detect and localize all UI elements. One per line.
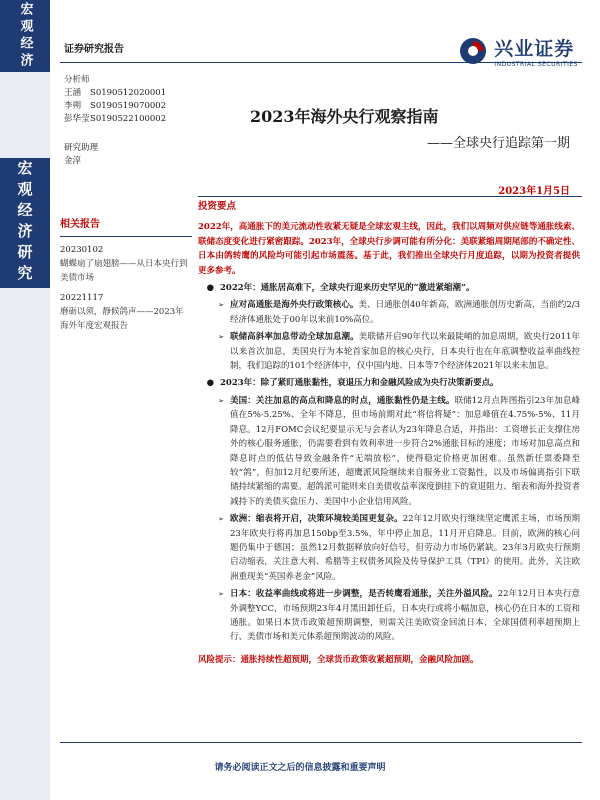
analyst-cert: S0190519070002 [90,101,167,111]
analyst-row [64,87,204,100]
related-report-link[interactable]: 磨砺以须，静候鸽声——2023年海外年度宏观报告 [60,307,184,331]
related-report-date: 20221117 [60,293,104,303]
analyst-name: 李朔 [64,101,82,111]
sub-point-body: 美联储开启90年代以来最陡峭的加息周期，欧央行2011年以来首次加息，美国央行为本轮首家加息的核心央行，日本央行也在年底调整收益率曲线控制，我们追踪的101个经济体中，仅中国内地、日本等7个经济体2021年以来未加息。 [230,332,580,372]
analyst-row [64,113,204,126]
research-type-label: 宏观经济研究 [15,160,34,286]
category-tag [0,0,50,72]
logo-chinese-name: 兴业证券 [494,38,575,60]
related-report-date: 20230102 [60,245,104,255]
analyst-name: 王涵 [64,88,82,98]
sub-point-body: 22年12月日本央行意外调整YCC，市场预期23年4月黑田卸任后，日本央行或将小幅加息，核心仍在日本的工资和通胀。如果日本货币政策超预期调整，则需关注美欧资金回流日本、全球国债利率超预期上行、美债市场和美元体系超预期波动的风险。 [230,589,580,643]
sub-point-body: 22年12月欧央行继续坚定鹰派主场，市场预期23年欧央行将再加息150bp至3.5%，年中停止加息，11月开启降息。目前，欧洲的核心问题仍集中于德国；虽然12月数据释放向好信号，但劳动力市场仍紧缺。23年3月欧央行预期启动缩表，关注意大利、希腊等主权债务风险及传导保护工具（TPI）的使用。此外，关注欧洲重现美“英国养老金”风险。 [230,514,580,582]
analyst-row [64,100,204,113]
left-side-band [0,0,50,800]
sub-point [198,587,580,645]
sub-point-lead: 美国：关注加息的高点和降息的时点，通胀黏性仍是主线。 [230,395,455,406]
publish-date: 2023年1月5日 [498,186,570,197]
analyst-label: 分析师 [64,75,90,85]
report-type-label: 证券研究报告 [64,44,124,55]
investment-highlights [198,200,580,667]
intro-paragraph: 2022年，高通胀下的美元流动性收紧无疑是全球宏观主线，因此，我们以周频对供应链等通胀线索、联储态度变化进行紧密跟踪。2023年，全球央行步调可能有所分化：美联紧缩周期尾部的不确定性、日本由鸽转鹰的风险均可能引起市场震荡。基于此，我们推出全球央行月度追踪，以期为投资者提供更多参考。 [198,222,580,276]
logo-english-name: INDUSTRIAL SECURITIES [494,61,578,68]
header-divider [60,62,582,63]
sub-point [198,298,580,327]
category-tag-label: 宏观经济 [17,2,33,70]
analyst-cert: S0190522100002 [90,114,167,124]
date-divider [198,196,582,197]
assistant-label: 研究助理 [64,143,99,153]
section-heading: 2023年：除了紧盯通胀黏性，衰退压力和金融风险成为央行决策新要点。 [220,378,499,389]
analyst-block [64,74,204,168]
sub-point [198,394,580,509]
arrow-bullet-icon: ➢ [218,301,224,310]
sub-point [198,512,580,584]
arrow-bullet-icon: ➢ [218,396,224,405]
related-reports-heading: 相关报告 [60,218,192,237]
arrow-bullet-icon: ➢ [218,590,224,599]
section-2022 [198,281,580,295]
disclaimer-text: 请务必阅读正文之后的信息披露和重要声明 [214,763,386,773]
analyst-name: 彭华莹 [64,114,90,124]
sub-point-body: 联储12月点阵图指引23年加息峰值在5%-5.25%、全年不降息，但市场前期对此“将信将疑”：加息峰值在4.75%-5%、11月降息。12月FOMC会议纪要显示无与会者认为23年降息合适，并指出：工资增长正支撑住房外的核心服务通胀，仍需要看到有效利率进一步符合2%通胀目标的速度；市场对加息高点和降息时点的低估导致金融条件“无端放松”，使得稳定价格更加困难。虽然新任票委降至较“鸽”，但加12月纪要所述，超鹰派风险继续来自服务业工资黏性，以及市场偏离指引下联储持续紧缩的需要。超鸽派可能则来自美债收益率深度倒挂下的衰退阻力、缩表和海外投资者减持下的美债买盘压力、美国中小企业信用风险。 [230,395,580,507]
bullet-dot-icon: ● [206,378,214,389]
highlights-heading: 投资要点 [198,201,237,212]
sub-point-body: 美、日通胀创40年新高，欧洲通胀创历史新高，当前约2/3经济体通胀处于00年以来前10%高位。 [230,300,580,325]
sub-point [198,330,580,373]
research-type-tag [0,158,50,288]
risk-warning: 风险提示：通胀持续性超预期，全球货币政策收紧超预期，金融风险加剧。 [198,654,479,665]
arrow-bullet-icon: ➢ [218,515,224,524]
sub-point-lead: 欧洲：缩表将开启，决策环境较美国更复杂。 [230,514,403,525]
section-2023 [198,376,580,390]
sub-point-lead: 联储高斜率加息带动全球加息潮。 [230,332,359,343]
assistant-name: 金淳 [64,156,82,166]
sub-point-lead: 应对高通胀是海外央行政策核心。 [230,300,359,311]
related-reports [60,218,192,333]
report-subtitle: ——全球央行追踪第一期 [426,136,570,151]
sub-point-lead: 日本：收益率曲线或将进一步调整，是否转鹰看通胀，关注外溢风险。 [230,589,498,600]
section-heading: 2022年：通胀居高难下，全球央行迎来历史罕见的“激进紧缩潮”。 [220,283,475,294]
footer-divider [60,742,582,743]
report-title: 2023年海外央行观察指南 [250,107,439,126]
arrow-bullet-icon: ➢ [218,333,224,342]
analyst-cert: S0190512020001 [90,88,167,98]
bullet-dot-icon: ● [206,283,214,294]
related-report-link[interactable]: 蝴蝶扇了扇翅膀——从日本央行到美债市场 [60,259,188,283]
